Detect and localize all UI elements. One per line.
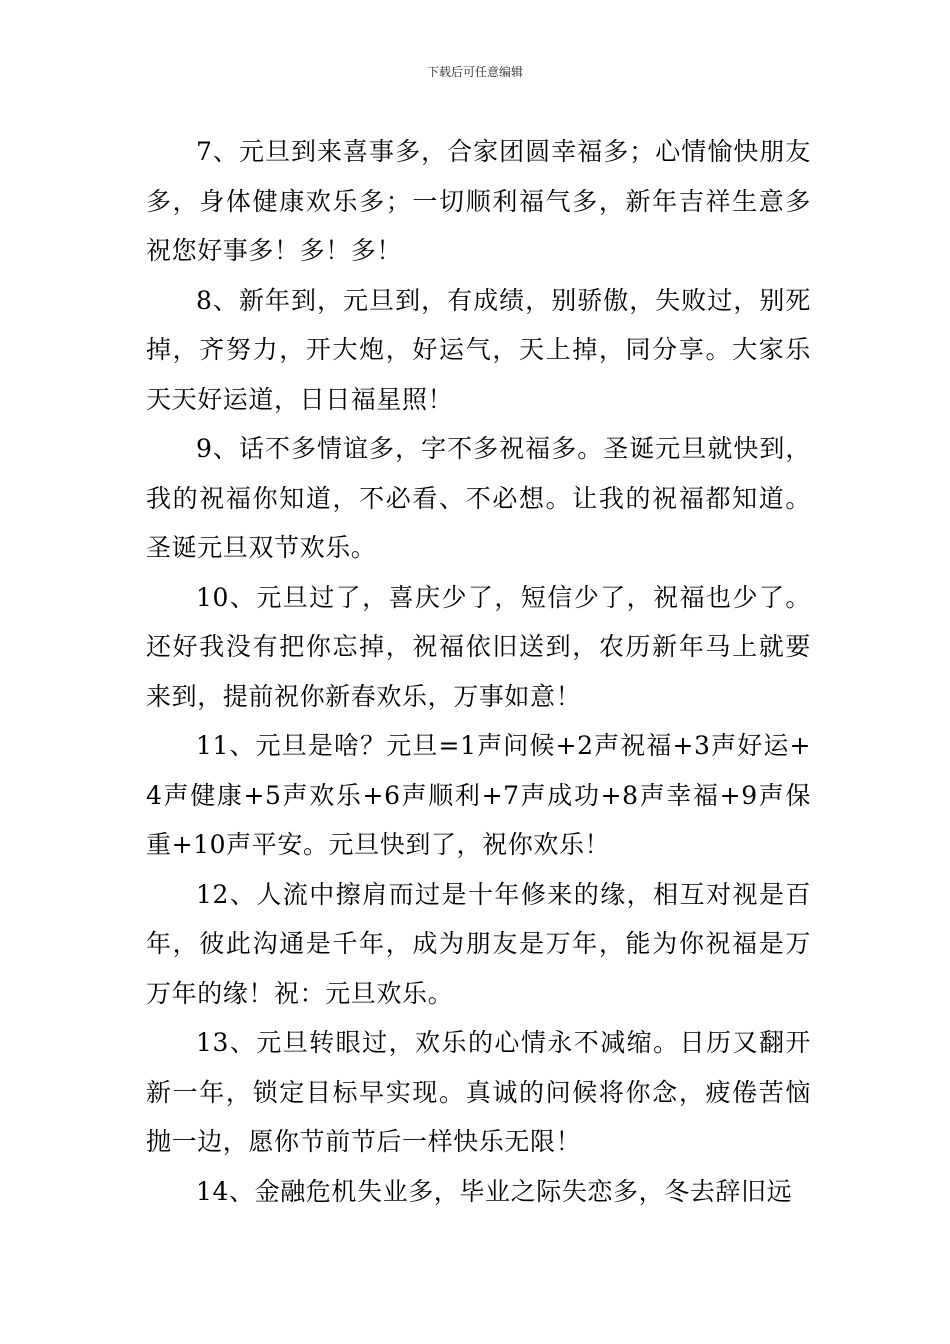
paragraph-10: 10、元旦过了，喜庆少了，短信少了，祝福也少了。还好我没有把你忘掉，祝福依旧送到，农历新年马上就要来到，提前祝你新春欢乐，万事如意！ [146, 582, 811, 711]
document-body [146, 127, 811, 1216]
paragraph-14: 14、金融危机失业多，毕业之际失恋多，冬去辞旧远 [196, 1176, 793, 1206]
paragraph-7: 7、元旦到来喜事多，合家团圆幸福多；心情愉快朋友多，身体健康欢乐多；一切顺利福气多，新年吉祥生意多祝您好事多！多！多！ [146, 137, 811, 265]
paragraph-11: 11、元旦是啥？元旦=1声问候+2声祝福+3声好运+4声健康+5声欢乐+6声顺利+7声成功+8声幸福+9声保重+10声平安。元旦快到了，祝你欢乐！ [146, 731, 811, 859]
paragraph-12: 12、人流中擦肩而过是十年修来的缘，相互对视是百年，彼此沟通是千年，成为朋友是万年，能为你祝福是万万年的缘！祝：元旦欢乐。 [146, 879, 811, 1008]
paragraph-8: 8、新年到，元旦到，有成绩，别骄傲，失败过，别死掉，齐努力，开大炮，好运气，天上掉，同分享。大家乐天天好运道，日日福星照！ [146, 285, 811, 414]
paragraph-13: 13、元旦转眼过，欢乐的心情永不减缩。日历又翻开新一年，锁定目标早实现。真诚的问候将你念，疲倦苦恼抛一边，愿你节前节后一样快乐无限！ [146, 1028, 811, 1156]
page-header: 下载后可任意编辑 [426, 65, 523, 79]
paragraph-9: 9、话不多情谊多，字不多祝福多。圣诞元旦就快到，我的祝福你知道，不必看、不必想。让我的祝福都知道。圣诞元旦双节欢乐。 [146, 434, 811, 562]
